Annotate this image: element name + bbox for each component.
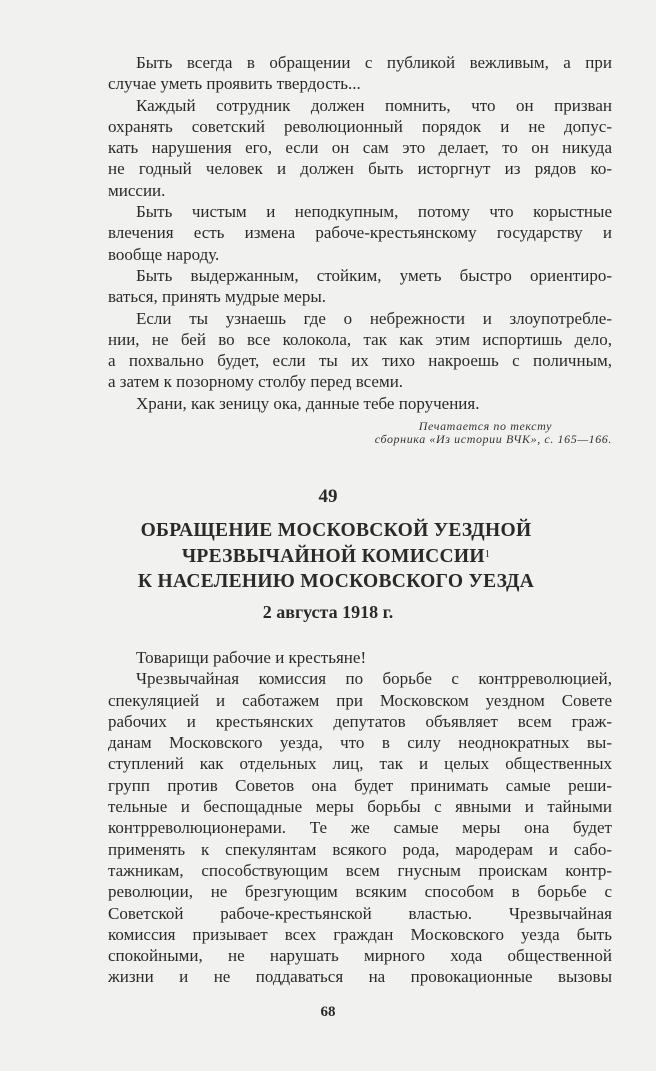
text-line: спокойными, не нарушать мирного хода общественной (108, 946, 612, 966)
footnote-mark: 1 (484, 548, 491, 560)
text-line: данам Московского уезда, что в силу неоднократных вы- (108, 733, 612, 753)
text-line: Быть чистым и неподкупным, потому что корыстные (136, 202, 612, 222)
text-line: ступлений как отдельных лиц, так и целых общественных (108, 754, 612, 774)
text-line: жизни и не поддаваться на провокационные вызовы (108, 967, 612, 987)
text-line: миссии. (108, 180, 166, 200)
text-line: рабочих и крестьянских депутатов объявляет всем граж- (108, 711, 612, 731)
text-line: ваться, принять мудрые меры. (108, 287, 327, 307)
page-number: 68 (320, 1004, 336, 1020)
text-line: кать нарушения его, если он сам это делает, то он никуда (108, 138, 612, 158)
text-line: контрреволюционерами. Те же самые меры она будет (108, 818, 612, 838)
title-line-text: ЧРЕЗВЫЧАЙНОЙ КОМИССИИ (181, 545, 485, 567)
text-line: Чрезвычайная комиссия по борьбе с контрреволюцией, (136, 669, 612, 689)
text-line: Быть выдержанным, стойким, уметь быстро ориентиро- (136, 265, 612, 285)
text-line: Товарищи рабочие и крестьяне! (136, 648, 367, 667)
text-line: вообще народу. (108, 244, 220, 264)
text-line: революции, не брезгующим всяким способом в борьбе с (108, 882, 612, 902)
text-line: а похвально будет, если ты их тихо накроешь с поличным, (108, 351, 612, 371)
text-line: влечения есть измена рабоче-крестьянскому государству и (108, 223, 612, 243)
text-line: Каждый сотрудник должен помнить, что он призван (136, 95, 612, 115)
text-line: а затем к позорному столбу перед всеми. (108, 372, 404, 392)
text-line: применять к спекулянтам всякого рода, мародерам и сабо- (108, 839, 612, 859)
title-line (0, 544, 656, 570)
text-line: тельные и беспощадные меры борьбы с явными и тайными (108, 797, 612, 817)
source-note-line: сборника «Из истории ВЧК», с. 165—166. (374, 432, 612, 446)
text-line: случае уметь проявить твердость... (108, 74, 361, 94)
text-line: не годный человек и должен быть исторгнут из рядов ко- (108, 159, 612, 179)
text-line: тажникам, способствующим всем гнусным проискам контр- (108, 860, 612, 880)
document-number: 49 (318, 486, 338, 507)
text-line: охранять советский революционный порядок и не допус- (108, 116, 612, 136)
text-line: Если ты узнаешь где о небрежности и злоупотребле- (136, 308, 612, 328)
source-note-line: Печатается по тексту (418, 419, 552, 433)
document-body-text (108, 647, 612, 988)
document-date: 2 августа 1918 г. (262, 602, 394, 622)
title-line: К НАСЕЛЕНИЮ МОСКОВСКОГО УЕЗДА (137, 571, 535, 592)
text-line: Храни, как зеницу ока, данные тебе поручения. (136, 393, 480, 413)
document-title (0, 518, 656, 595)
text-line: комиссия призывает всех граждан Московского уезда быть (108, 924, 612, 944)
source-note (375, 420, 612, 446)
text-line: Быть всегда в обращении с публикой вежливым, а при (136, 53, 612, 72)
text-line: групп против Советов она будет принимать самые реши- (108, 775, 612, 795)
title-line: ОБРАЩЕНИЕ МОСКОВСКОЙ УЕЗДНОЙ (140, 520, 532, 541)
text-line: Советской рабоче-крестьянской властью. Чрезвычайная (108, 903, 612, 923)
text-line: спекуляцией и саботажем при Московском уездном Совете (108, 690, 612, 710)
previous-document-text (108, 52, 612, 414)
text-line: нии, не бей во все колокола, так как этим испортишь дело, (108, 329, 612, 349)
